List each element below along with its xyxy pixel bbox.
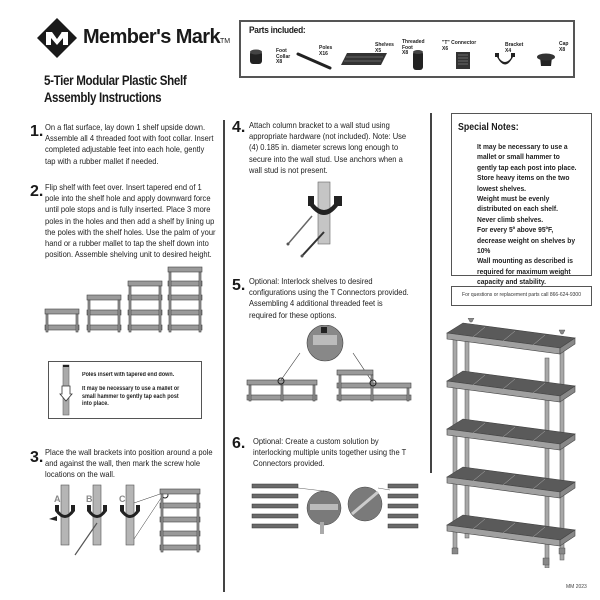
column-divider-left	[223, 120, 225, 592]
part-qty: X8	[559, 46, 566, 53]
contact-phone-box: For questions or replacement parts call 866-624-9300	[451, 286, 592, 306]
pole-insert-arrow-icon	[59, 364, 73, 416]
title-line-2: Assembly Instructions	[44, 90, 162, 105]
step-4-number: 4.	[232, 119, 246, 136]
step-6-text: Optional: Create a custom solution by interlocking multiple units together using the T Connectors provided.	[253, 436, 407, 469]
part-name: Foot	[276, 48, 287, 54]
tip-line-2: It may be necessary to use a mallet or small hammer to gently tap each post into place.	[82, 386, 180, 407]
step-3-label-a: A	[54, 494, 61, 504]
part-qty: X16	[319, 50, 328, 57]
step-3-label-b: B	[86, 494, 93, 504]
part-label-t-connector	[442, 41, 476, 52]
step-6-number: 6.	[232, 435, 246, 452]
special-notes-box	[451, 113, 592, 287]
part-qty: X8	[276, 59, 283, 65]
part-name: "T" Connector	[442, 40, 477, 46]
part-name: Cap	[559, 41, 569, 47]
step-1-number: 1.	[30, 123, 44, 140]
step-3-label-c: C	[119, 494, 126, 504]
step-2-text: Flip shelf with feet over. Insert tapered end of 1 pole into the shelf hole and apply downward force until pole stops and is fully inserted. Place 3 more poles in the holes and then add a shelf by lining up the poles with the shelf holes. Use the palm of your hand or a rubber mallet to tap the shelf down into position. Assemble shelving unit to desired height.	[45, 182, 216, 260]
part-name: Bracket	[505, 42, 524, 48]
mm-diamond-logo-icon	[37, 18, 77, 58]
part-qty: X8	[402, 50, 409, 56]
part-qty: X6	[442, 45, 449, 52]
page-title	[44, 72, 186, 106]
part-qty: X4	[505, 47, 512, 54]
step-2-number: 2.	[30, 183, 44, 200]
special-notes-list	[477, 142, 581, 288]
parts-title: Parts included:	[249, 25, 306, 36]
part-label-cap	[559, 42, 568, 53]
brand-text: Member's Mark	[83, 26, 221, 48]
part-label-shelves	[375, 43, 394, 54]
trademark: TM	[220, 38, 231, 45]
title-line-1: 5-Tier Modular Plastic Shelf	[44, 73, 187, 88]
multi-unit-illustration	[250, 482, 425, 542]
shelf-height-options-illustration	[40, 265, 215, 335]
part-label-bracket	[505, 43, 523, 54]
interlock-shelves-illustration	[245, 325, 425, 405]
step-4-text: Attach column bracket to a wall stud using appropriate hardware (not included). Note: Use (4) 0.185 in. diameter screws long enough to secure into the wall stud. Use anchors when a wall stud is not present.	[249, 120, 407, 175]
parts-included-box	[239, 20, 575, 78]
document-code: MM 2023	[566, 584, 587, 590]
step-3-number: 3.	[30, 449, 44, 466]
note-item: Weight must be evenly distributed on each shelf.	[477, 194, 558, 214]
cap-icon	[536, 52, 556, 68]
note-item: Store heavy items on the two lowest shelves.	[477, 173, 570, 193]
note-item: It may be necessary to use a mallet or small hammer to gently tap each post into place.	[477, 142, 577, 172]
note-item: Never climb shelves.	[477, 214, 544, 224]
part-name-2: Collar	[276, 53, 291, 60]
foot-collar-icon	[249, 48, 263, 66]
part-name: Threaded	[402, 39, 425, 45]
part-name: Shelves	[375, 42, 394, 48]
part-label-threaded-foot	[402, 40, 425, 57]
step-5-text: Optional: Interlock shelves to desired configurations using the T Connectors provided. Assembling 4 additional threaded feet is required for these options.	[249, 276, 409, 320]
part-label-foot-collar	[276, 49, 290, 66]
note-item: Wall mounting as described is required for maximum weight capacity and stability.	[477, 256, 573, 287]
part-label-poles	[319, 46, 332, 57]
five-tier-shelf-illustration	[445, 318, 580, 568]
special-notes-title: Special Notes:	[458, 122, 519, 133]
t-connector-icon	[455, 50, 471, 70]
tip-line-1: Poles insert with tapered end down.	[82, 372, 175, 378]
shelf-icon	[341, 52, 387, 66]
part-name: Poles	[319, 45, 333, 51]
step-3-text: Place the wall brackets into position around a pole and against the wall, then mark the screw hole locations on the wall.	[45, 447, 213, 480]
part-name-2: Foot	[402, 44, 413, 51]
step-5-number: 5.	[232, 277, 246, 294]
part-qty: X5	[375, 47, 382, 54]
step-1-text: On a flat surface, lay down 1 shelf upside down. Assemble all 4 threaded foot with foot collar. Insert completed adjustable feet into each hole, gently tap with a rubber mallet if needed.	[45, 122, 214, 166]
wall-bracket-illustration	[45, 483, 215, 563]
pole-tip-box	[48, 361, 202, 419]
brand-name	[83, 26, 230, 49]
note-item: For every 5º above 95ºF, decrease weight on shelves by 10%	[477, 225, 576, 256]
bracket-mount-illustration	[280, 180, 370, 260]
column-divider-right	[430, 113, 432, 473]
